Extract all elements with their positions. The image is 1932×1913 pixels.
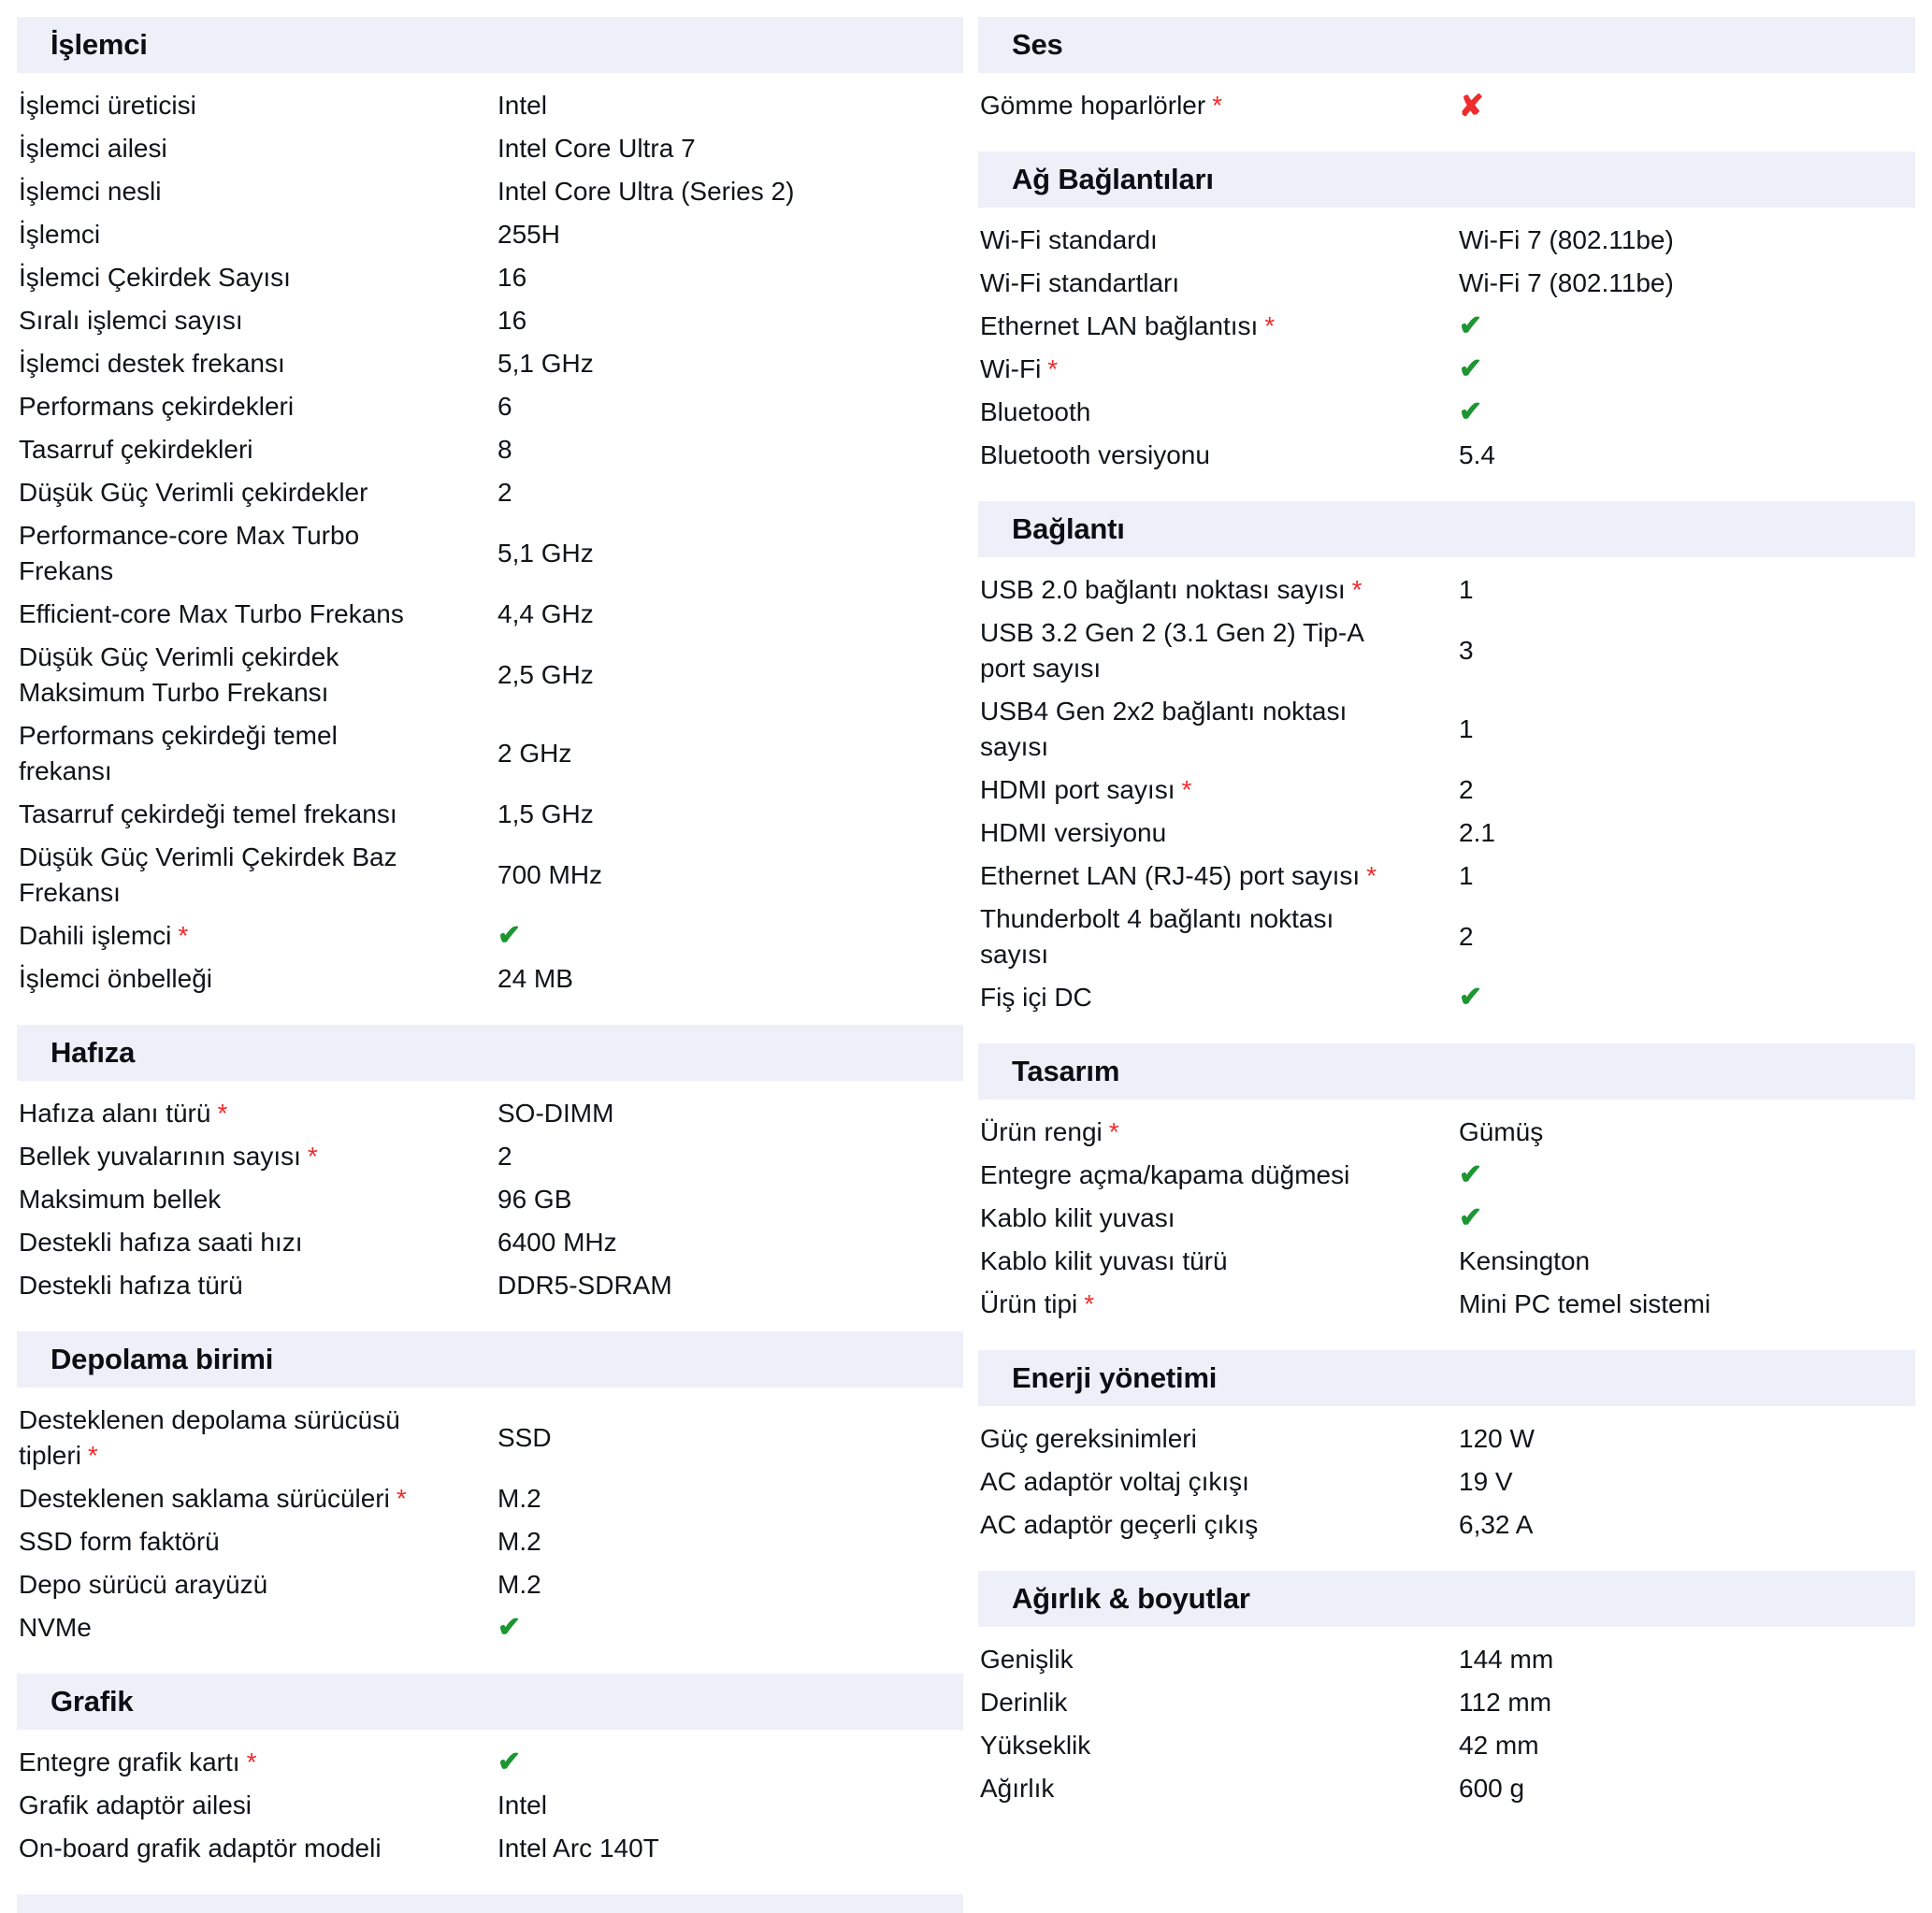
spec-row <box>978 611 1915 690</box>
spec-label <box>17 303 432 338</box>
spec-row <box>17 1264 963 1307</box>
left-column <box>17 17 963 1913</box>
spec-row <box>978 1638 1915 1681</box>
spec-row <box>978 1460 1915 1503</box>
spec-row <box>978 262 1915 305</box>
section-rows <box>978 1417 1915 1546</box>
check-icon: ✔ <box>1459 982 1483 1013</box>
spec-value: 24 MB <box>497 964 573 993</box>
spec-row <box>17 127 963 170</box>
spec-label-text: USB 3.2 Gen 2 (3.1 Gen 2) Tip-A port sayısı <box>980 618 1363 683</box>
spec-label-text: Fiş içi DC <box>980 983 1092 1012</box>
spec-label-text: Thunderbolt 4 bağlantı noktası sayısı <box>980 904 1334 969</box>
spec-section <box>17 1331 963 1649</box>
spec-label-text: Tasarruf çekirdeği temel frekansı <box>19 799 397 828</box>
spec-value: Mini PC temel sistemi <box>1459 1289 1711 1318</box>
spec-value: DDR5-SDRAM <box>497 1271 672 1300</box>
spec-row <box>17 428 963 471</box>
spec-row <box>17 471 963 514</box>
section-title: Grafik <box>50 1685 134 1718</box>
spec-row <box>978 1240 1915 1283</box>
spec-label <box>978 615 1393 686</box>
required-star: * <box>1181 775 1192 804</box>
spec-label-text: Bellek yuvalarının sayısı <box>19 1142 301 1171</box>
spec-value: Wi-Fi 7 (802.11be) <box>1459 225 1674 254</box>
spec-row <box>17 84 963 127</box>
spec-label <box>978 1421 1393 1457</box>
spec-value: 2 GHz <box>497 739 572 768</box>
spec-label <box>17 88 432 123</box>
spec-label-text: İşlemci üreticisi <box>19 91 196 120</box>
spec-label-text: Maksimum bellek <box>19 1185 222 1214</box>
spec-label <box>17 1096 432 1131</box>
section-header <box>17 1025 963 1081</box>
section-rows <box>978 1638 1915 1810</box>
spec-label <box>17 840 432 911</box>
spec-label-text: Efficient-core Max Turbo Frekans <box>19 599 404 628</box>
spec-value: 8 <box>497 435 512 464</box>
spec-row <box>17 342 963 385</box>
required-star: * <box>1264 311 1276 340</box>
spec-label-text: Tasarruf çekirdekleri <box>19 435 253 464</box>
spec-value: Intel <box>497 91 547 120</box>
spec-row <box>17 914 963 957</box>
spec-row <box>17 636 963 714</box>
spec-row <box>17 1563 963 1606</box>
spec-row <box>17 836 963 914</box>
section-header <box>978 17 1915 73</box>
spec-label <box>17 174 432 209</box>
section-header <box>17 1674 963 1730</box>
cross-icon: ✘ <box>1459 89 1484 122</box>
spec-value: 2 <box>497 478 512 507</box>
spec-value: Kensington <box>1459 1246 1591 1275</box>
spec-label-text: Wi-Fi <box>980 354 1042 383</box>
spec-row <box>17 514 963 593</box>
spec-label-text: Güç gereksinimleri <box>980 1424 1197 1453</box>
check-icon: ✔ <box>497 1612 522 1643</box>
spec-row <box>978 898 1915 976</box>
spec-label <box>978 980 1393 1015</box>
spec-row <box>17 1520 963 1563</box>
spec-label-text: Grafik adaptör ailesi <box>19 1791 252 1820</box>
spec-label <box>17 389 432 424</box>
spec-label-text: On-board grafik adaptör modeli <box>19 1834 382 1863</box>
spec-label <box>17 1610 432 1646</box>
spec-label <box>17 718 432 789</box>
spec-label <box>17 432 432 467</box>
spec-value: 1 <box>1459 575 1474 604</box>
spec-label-text: Entegre grafik kartı <box>19 1748 240 1776</box>
spec-label-text: Kablo kilit yuvası türü <box>980 1246 1228 1275</box>
spec-label-text: Performans çekirdekleri <box>19 392 295 421</box>
spec-label <box>978 1642 1393 1677</box>
section-title: Bağlantı <box>1012 512 1125 545</box>
spec-row <box>978 976 1915 1019</box>
spec-label <box>17 1567 432 1603</box>
section-rows <box>17 1399 963 1649</box>
spec-value: 19 V <box>1459 1467 1513 1496</box>
spec-row <box>978 690 1915 769</box>
spec-label <box>17 1745 432 1780</box>
spec-row <box>17 957 963 1000</box>
spec-row <box>978 1154 1915 1197</box>
section-rows <box>978 84 1915 127</box>
spec-row <box>978 391 1915 434</box>
section-header <box>978 501 1915 557</box>
spec-value: 1 <box>1459 861 1474 890</box>
section-header <box>978 1043 1915 1100</box>
spec-label <box>17 597 432 632</box>
spec-value: 144 mm <box>1459 1645 1554 1674</box>
spec-section <box>978 1571 1915 1810</box>
spec-section <box>978 1350 1915 1546</box>
right-column <box>978 17 1915 1913</box>
spec-row <box>17 1477 963 1520</box>
spec-label-text: AC adaptör geçerli çıkış <box>980 1510 1259 1539</box>
spec-label-text: Ürün tipi <box>980 1289 1078 1318</box>
spec-value: 2.1 <box>1459 818 1495 847</box>
spec-value: 2 <box>1459 922 1474 951</box>
spec-label <box>978 858 1393 894</box>
spec-label-text: NVMe <box>19 1613 92 1642</box>
spec-label-text: İşlemci destek frekansı <box>19 349 285 378</box>
check-icon: ✔ <box>1459 353 1483 384</box>
spec-label <box>17 918 432 954</box>
section-header <box>17 17 963 73</box>
spec-label <box>978 772 1393 808</box>
spec-value: 6,32 A <box>1459 1510 1534 1539</box>
section-rows <box>978 219 1915 477</box>
spec-label <box>978 266 1393 301</box>
section-header <box>17 1894 963 1913</box>
spec-row <box>17 1606 963 1649</box>
spec-label-text: HDMI port sayısı <box>980 775 1175 804</box>
spec-label <box>978 1685 1393 1720</box>
section-rows <box>17 1741 963 1870</box>
spec-value: Gümüş <box>1459 1117 1544 1146</box>
spec-label-text: Derinlik <box>980 1688 1068 1717</box>
spec-label-text: USB4 Gen 2x2 bağlantı noktası sayısı <box>980 697 1348 761</box>
section-rows <box>978 1111 1915 1326</box>
spec-section <box>978 17 1915 127</box>
section-title: Ses <box>1012 28 1063 61</box>
spec-label <box>978 1771 1393 1806</box>
spec-label-text: Genişlik <box>980 1645 1074 1674</box>
spec-row <box>17 1221 963 1264</box>
spec-label-text: Bluetooth <box>980 397 1091 426</box>
spec-label <box>978 438 1393 473</box>
spec-label <box>978 1115 1393 1150</box>
spec-row <box>17 385 963 428</box>
spec-label-text: Desteklenen saklama sürücüleri <box>19 1484 390 1513</box>
spec-value: 3 <box>1459 636 1474 665</box>
required-star: * <box>1351 575 1362 604</box>
spec-label-text: İşlemci ailesi <box>19 134 167 163</box>
spec-value: 255H <box>497 220 560 249</box>
spec-label <box>978 1158 1393 1193</box>
spec-label <box>978 223 1393 258</box>
spec-row <box>978 1283 1915 1326</box>
spec-label-text: AC adaptör voltaj çıkışı <box>980 1467 1249 1496</box>
spec-value: Intel Arc 140T <box>497 1834 659 1863</box>
spec-value: 16 <box>497 263 527 292</box>
spec-label <box>978 572 1393 608</box>
spec-label <box>17 1788 432 1823</box>
spec-row <box>17 1135 963 1178</box>
spec-row <box>978 1111 1915 1154</box>
spec-row <box>978 855 1915 898</box>
spec-row <box>17 170 963 213</box>
spec-label <box>17 518 432 589</box>
spec-value: 6 <box>497 392 512 421</box>
spec-value: Wi-Fi 7 (802.11be) <box>1459 268 1674 297</box>
spec-value: 2 <box>1459 775 1474 804</box>
section-title: Ağ Bağlantıları <box>1012 163 1214 195</box>
check-icon: ✔ <box>497 1747 522 1777</box>
check-icon: ✔ <box>497 920 522 951</box>
spec-row <box>978 769 1915 812</box>
spec-label-text: Sıralı işlemci sayısı <box>19 306 243 335</box>
spec-label <box>978 815 1393 851</box>
section-title: İşlemci <box>50 28 148 61</box>
section-title: Enerji yönetimi <box>1012 1361 1218 1394</box>
check-icon: ✔ <box>1459 396 1483 427</box>
spec-label <box>17 217 432 252</box>
spec-label <box>978 901 1393 972</box>
spec-label <box>978 1507 1393 1543</box>
spec-row <box>17 299 963 342</box>
required-star: * <box>178 921 189 950</box>
spec-value: SSD <box>497 1423 552 1452</box>
spec-row <box>17 714 963 793</box>
spec-value: 6400 MHz <box>497 1228 617 1257</box>
spec-value: 1 <box>1459 714 1474 743</box>
spec-label <box>17 797 432 832</box>
spec-section <box>17 1674 963 1870</box>
spec-value: 600 g <box>1459 1774 1525 1803</box>
spec-label <box>17 1139 432 1174</box>
spec-label-text: İşlemci önbelleği <box>19 964 212 993</box>
spec-label <box>978 352 1393 387</box>
spec-label <box>17 1402 432 1474</box>
spec-value: M.2 <box>497 1527 541 1556</box>
section-title: Depolama birimi <box>50 1343 274 1375</box>
spec-label-text: Depo sürücü arayüzü <box>19 1570 268 1599</box>
spec-label <box>17 1225 432 1260</box>
section-title: Tasarım <box>1012 1055 1120 1087</box>
spec-row <box>978 219 1915 262</box>
spec-row <box>978 1767 1915 1810</box>
spec-label-text: Bluetooth versiyonu <box>980 440 1210 469</box>
spec-label-text: Düşük Güç Verimli çekirdekler <box>19 478 368 507</box>
spec-row <box>17 1741 963 1784</box>
check-icon: ✔ <box>1459 1202 1483 1233</box>
spec-label-text: Yükseklik <box>980 1731 1091 1760</box>
section-rows <box>978 568 1915 1019</box>
spec-row <box>978 1503 1915 1546</box>
spec-value: SO-DIMM <box>497 1099 614 1128</box>
spec-label <box>17 961 432 997</box>
required-star: * <box>1108 1117 1119 1146</box>
spec-section <box>17 1894 963 1913</box>
spec-label-text: Wi-Fi standardı <box>980 225 1158 254</box>
spec-value: 700 MHz <box>497 860 603 889</box>
section-header <box>978 1350 1915 1406</box>
section-rows <box>17 84 963 1000</box>
spec-value: Intel <box>497 1791 547 1820</box>
spec-row <box>17 793 963 836</box>
spec-label-text: Gömme hoparlörler <box>980 91 1206 120</box>
required-star: * <box>246 1748 257 1776</box>
spec-row <box>978 812 1915 855</box>
spec-value: 5.4 <box>1459 440 1495 469</box>
spec-label-text: Dahili işlemci <box>19 921 172 950</box>
spec-row <box>17 593 963 636</box>
spec-value: 4,4 GHz <box>497 599 594 628</box>
spec-value: 112 mm <box>1459 1688 1552 1717</box>
spec-row <box>17 1092 963 1135</box>
spec-row <box>978 1724 1915 1767</box>
spec-label-text: HDMI versiyonu <box>980 818 1167 847</box>
section-title: Hafıza <box>50 1036 136 1069</box>
spec-section <box>978 151 1915 477</box>
spec-section <box>17 17 963 1000</box>
spec-value: 42 mm <box>1459 1731 1539 1760</box>
required-star: * <box>396 1484 407 1513</box>
section-header <box>978 1571 1915 1627</box>
spec-section <box>17 1025 963 1307</box>
spec-label <box>17 475 432 511</box>
spec-label-text: Wi-Fi standartları <box>980 268 1180 297</box>
section-header <box>978 151 1915 208</box>
required-star: * <box>1366 861 1377 890</box>
spec-label <box>978 1728 1393 1763</box>
required-star: * <box>1084 1289 1095 1318</box>
spec-value: 120 W <box>1459 1424 1535 1453</box>
spec-label-text: İşlemci Çekirdek Sayısı <box>19 263 291 292</box>
spec-row <box>17 213 963 256</box>
spec-label <box>978 88 1393 123</box>
spec-label <box>17 1481 432 1517</box>
spec-label-text: Düşük Güç Verimli Çekirdek Baz Frekansı <box>19 842 397 907</box>
required-star: * <box>307 1142 318 1171</box>
section-header <box>17 1331 963 1388</box>
spec-label <box>17 1182 432 1217</box>
required-star: * <box>217 1099 228 1128</box>
spec-label <box>978 1464 1393 1500</box>
spec-row <box>978 568 1915 611</box>
spec-label <box>17 640 432 711</box>
spec-row <box>978 84 1915 127</box>
spec-label-text: Hafıza alanı türü <box>19 1099 211 1128</box>
spec-label <box>17 1831 432 1866</box>
spec-row <box>17 1784 963 1827</box>
spec-value: 16 <box>497 306 527 335</box>
spec-label-text: Performance-core Max Turbo Frekans <box>19 521 360 585</box>
spec-label-text: Destekli hafıza saati hızı <box>19 1228 303 1257</box>
spec-value: M.2 <box>497 1484 541 1513</box>
spec-label-text: USB 2.0 bağlantı noktası sayısı <box>980 575 1346 604</box>
spec-label <box>978 309 1393 344</box>
spec-label <box>978 1201 1393 1236</box>
spec-row <box>978 1197 1915 1240</box>
spec-label-text: SSD form faktörü <box>19 1527 220 1556</box>
spec-label-text: Destekli hafıza türü <box>19 1271 243 1300</box>
spec-value: 5,1 GHz <box>497 539 594 568</box>
spec-label <box>978 395 1393 430</box>
spec-row <box>978 348 1915 391</box>
spec-label <box>17 1524 432 1560</box>
spec-label <box>978 1287 1393 1322</box>
spec-row <box>978 1417 1915 1460</box>
spec-value: 2 <box>497 1142 512 1171</box>
spec-label-text: Ağırlık <box>980 1774 1055 1803</box>
spec-value: M.2 <box>497 1570 541 1599</box>
spec-label <box>978 694 1393 765</box>
section-rows <box>17 1092 963 1307</box>
spec-label <box>17 260 432 295</box>
spec-value: 1,5 GHz <box>497 799 594 828</box>
spec-label <box>17 1268 432 1303</box>
check-icon: ✔ <box>1459 1159 1483 1190</box>
spec-label-text: Ethernet LAN bağlantısı <box>980 311 1259 340</box>
spec-label-text: Düşük Güç Verimli çekirdek Maksimum Turbo Frekansı <box>19 642 339 707</box>
spec-label-text: Desteklenen depolama sürücüsü tipleri <box>19 1405 400 1470</box>
check-icon: ✔ <box>1459 310 1483 341</box>
spec-row <box>17 256 963 299</box>
spec-value: Intel Core Ultra 7 <box>497 134 696 163</box>
required-star: * <box>1047 354 1059 383</box>
spec-value: 96 GB <box>497 1185 572 1214</box>
spec-section <box>978 501 1915 1019</box>
spec-row <box>978 305 1915 348</box>
spec-label-text: İşlemci nesli <box>19 177 162 206</box>
spec-label-text: Performans çekirdeği temel frekansı <box>19 721 338 785</box>
required-star: * <box>87 1441 98 1470</box>
spec-row <box>17 1178 963 1221</box>
required-star: * <box>1212 91 1223 120</box>
spec-label-text: Ürün rengi <box>980 1117 1103 1146</box>
spec-label-text: Entegre açma/kapama düğmesi <box>980 1160 1350 1189</box>
spec-section <box>978 1043 1915 1326</box>
section-title: Ağırlık & boyutlar <box>1012 1582 1250 1615</box>
spec-value: 2,5 GHz <box>497 660 594 689</box>
spec-label-text: Kablo kilit yuvası <box>980 1203 1175 1232</box>
spec-row <box>17 1399 963 1477</box>
spec-value: 5,1 GHz <box>497 349 594 378</box>
spec-row <box>978 434 1915 477</box>
spec-label-text: Ethernet LAN (RJ-45) port sayısı <box>980 861 1361 890</box>
spec-label-text: İşlemci <box>19 220 101 249</box>
spec-label <box>978 1244 1393 1279</box>
spec-row <box>17 1827 963 1870</box>
spec-value: Intel Core Ultra (Series 2) <box>497 177 795 206</box>
spec-label <box>17 131 432 166</box>
spec-row <box>978 1681 1915 1724</box>
spec-label <box>17 346 432 381</box>
